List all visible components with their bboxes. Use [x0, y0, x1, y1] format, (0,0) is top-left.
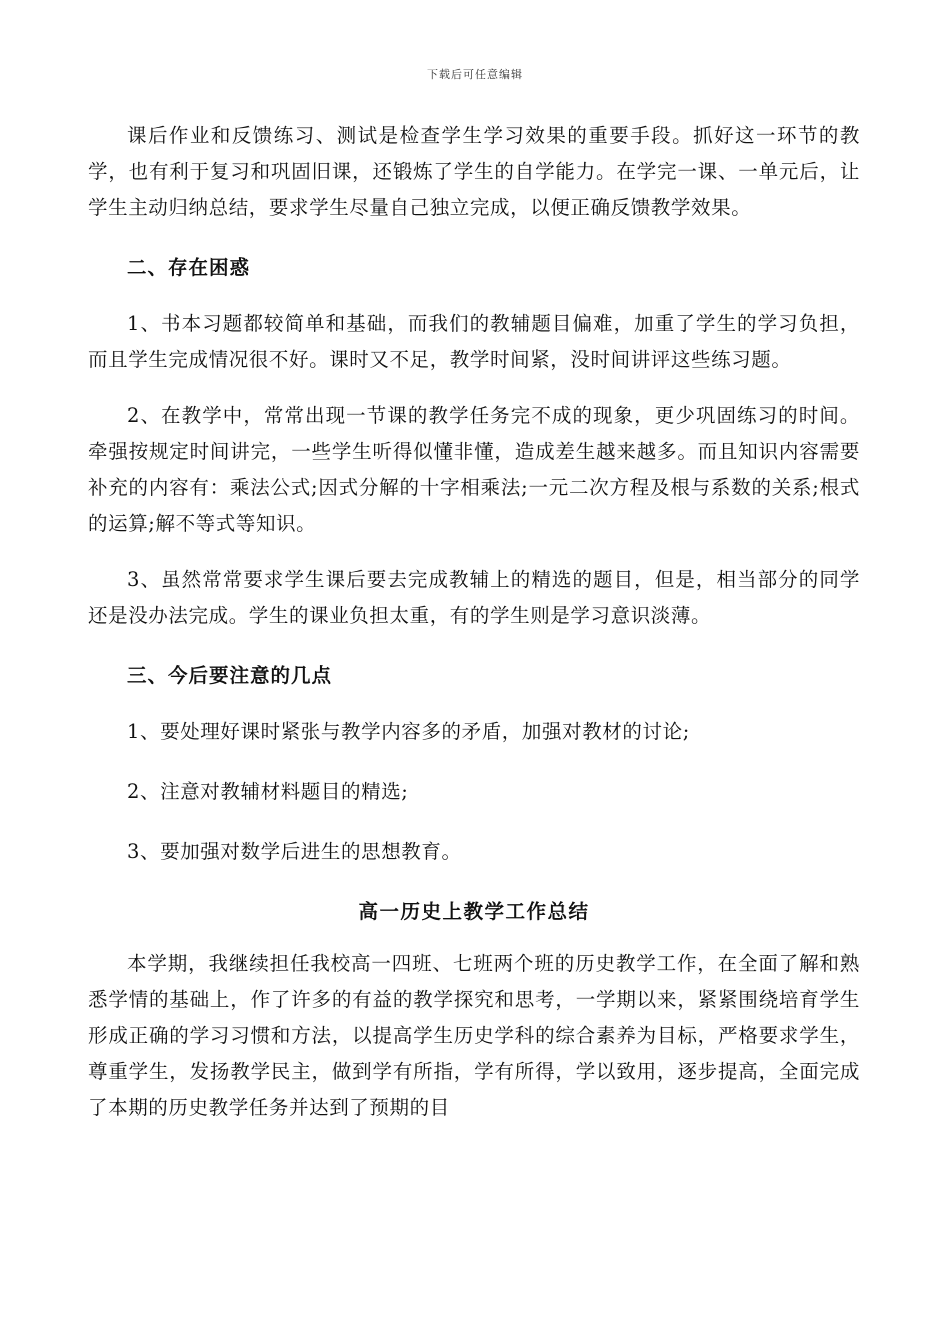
section-heading-difficulties: 二、存在困惑 — [127, 256, 251, 279]
list-item: 1、要处理好课时紧张与教学内容多的矛盾，加强对教材的讨论; — [127, 720, 690, 743]
page-header-note: 下载后可任意编辑 — [427, 68, 523, 81]
list-item: 3、虽然常常要求学生课后要去完成教辅上的精选的题目，但是，相当部分的同学还是没办法完成。学生的课业负担太重，有的学生则是学习意识淡薄。 — [88, 568, 860, 627]
document-title: 高一历史上教学工作总结 — [358, 900, 590, 923]
section-heading-future-notes: 三、今后要注意的几点 — [127, 664, 333, 687]
list-item: 1、书本习题都较简单和基础，而我们的教辅题目偏难，加重了学生的学习负担，而且学生完成情况很不好。课时又不足，教学时间紧，没时间讲评这些练习题。 — [88, 312, 860, 371]
list-item: 3、要加强对数学后进生的思想教育。 — [127, 840, 462, 863]
list-item: 2、在教学中，常常出现一节课的教学任务完不成的现象，更少巩固练习的时间。牵强按规定时间讲完，一些学生听得似懂非懂，造成差生越来越多。而且知识内容需要补充的内容有：乘法公式;因式分解的十字相乘法;一元二次方程及根与系数的关系;根式的运算;解不等式等知识。 — [88, 404, 860, 535]
paragraph-feedback: 课后作业和反馈练习、测试是检查学生学习效果的重要手段。抓好这一环节的教学，也有利于复习和巩固旧课，还锻炼了学生的自学能力。在学完一课、一单元后，让学生主动归纳总结，要求学生尽量自己独立完成，以便正确反馈教学效果。 — [88, 124, 860, 219]
list-item: 2、注意对教辅材料题目的精选; — [127, 780, 409, 803]
paragraph-intro: 本学期，我继续担任我校高一四班、七班两个班的历史教学工作，在全面了解和熟悉学情的基础上，作了许多的有益的教学探究和思考，一学期以来，紧紧围绕培育学生形成正确的学习习惯和方法，以提高学生历史学科的综合素养为目标，严格要求学生，尊重学生，发扬教学民主，做到学有所指，学有所得，学以致用，逐步提高，全面完成了本期的历史教学任务并达到了预期的目 — [88, 952, 860, 1119]
document-body — [88, 118, 860, 1126]
